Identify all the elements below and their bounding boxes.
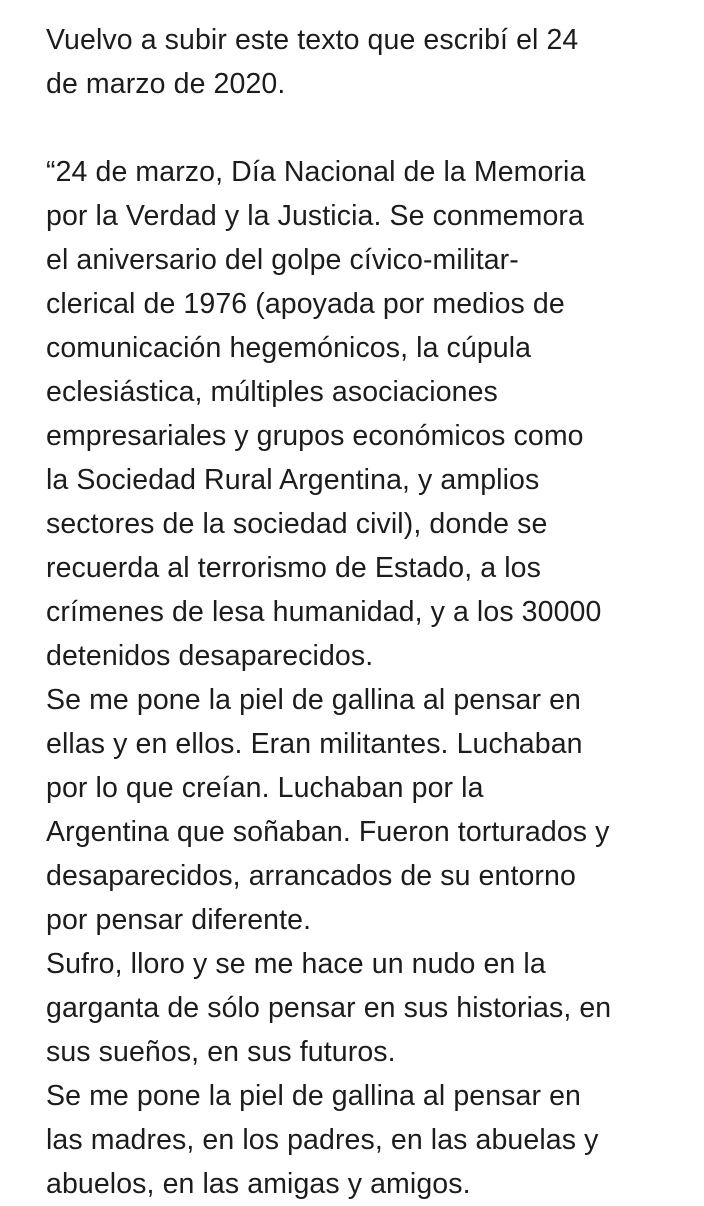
text-line: Argentina que soñaban. Fueron torturados y (46, 816, 610, 848)
text-line: detenidos desaparecidos. (46, 640, 374, 672)
text-line: ellas y en ellos. Eran militantes. Luchaban (46, 728, 583, 760)
text-line: clerical de 1976 (apoyada por medios de (46, 288, 565, 320)
text-line: Sufro, lloro y se me hace un nudo en la (46, 948, 546, 980)
text-line: Se me pone la piel de gallina al pensar en (46, 684, 581, 716)
text-line: empresariales y grupos económicos como (46, 420, 584, 452)
text-line: por pensar diferente. (46, 904, 312, 936)
text-line: eclesiástica, múltiples asociaciones (46, 376, 498, 408)
text-line: desaparecidos, arrancados de su entorno (46, 860, 576, 892)
text-line: por la Verdad y la Justicia. Se conmemora (46, 200, 584, 232)
text-line: sus sueños, en sus futuros. (46, 1036, 396, 1068)
text-line: crímenes de lesa humanidad, y a los 30000 (46, 596, 602, 628)
note-body (46, 18, 686, 1206)
text-line: la Sociedad Rural Argentina, y amplios (46, 464, 540, 496)
text-line: sectores de la sociedad civil), donde se (46, 508, 548, 540)
text-line: abuelos, en las amigas y amigos. (46, 1168, 471, 1200)
text-line: por lo que creían. Luchaban por la (46, 772, 484, 804)
text-line: recuerda al terrorismo de Estado, a los (46, 552, 541, 584)
blank-line (46, 106, 686, 150)
text-line: las madres, en los padres, en las abuelas y (46, 1124, 599, 1156)
text-line: Se me pone la piel de gallina al pensar en (46, 1080, 581, 1112)
text-line: garganta de sólo pensar en sus historias, en (46, 992, 612, 1024)
text-line: comunicación hegemónicos, la cúpula (46, 332, 532, 364)
text-line: “24 de marzo, Día Nacional de la Memoria (46, 156, 586, 188)
text-line: Vuelvo a subir este texto que escribí el 24 (46, 24, 579, 56)
text-line: el aniversario del golpe cívico-militar- (46, 244, 519, 276)
text-line: de marzo de 2020. (46, 68, 286, 100)
